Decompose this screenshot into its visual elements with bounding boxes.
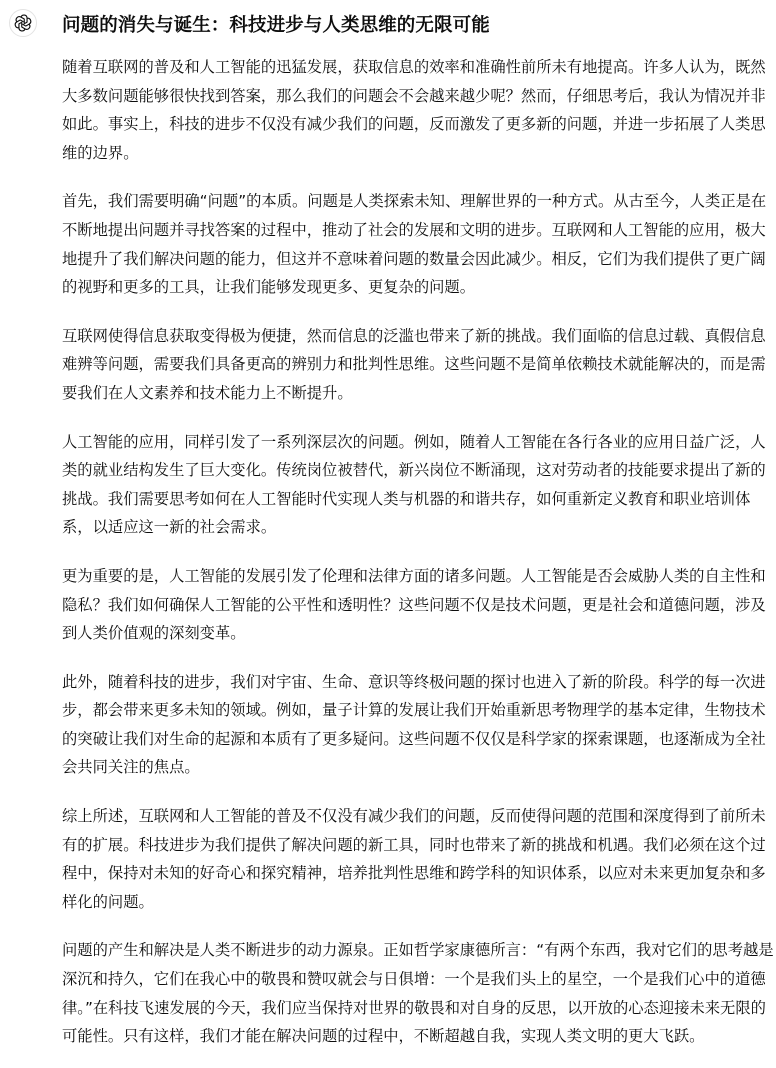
paragraph: 此外，随着科技的进步，我们对宇宙、生命、意识等终极问题的探讨也进入了新的阶段。科学的每一次进步，都会带来更多未知的领域。例如，量子计算的发展让我们开始重新思考物理学的基本定律，生物技术的突破让我们对生命的起源和本质有了更多疑问。这些问题不仅仅是科学家的探索课题，也逐渐成为全社会共同关注的焦点。 [62, 672, 766, 777]
paragraph: 问题的产生和解决是人类不断进步的动力源泉。正如哲学家康德所言：“有两个东西，我对它们的思考越是深沉和持久，它们在我心中的敬畏和赞叹就会与日俱增：一个是我们头上的星空，一个是我们心中的道德律。”在科技飞速发展的今天，我们应当保持对世界的敬畏和对自身的反思，以开放的心态迎接未来无限的可能性。只有这样，我们才能在解决问题的过程中，不断超越自我，实现人类文明的更大飞跃。 [62, 941, 774, 1046]
paragraph: 更为重要的是，人工智能的发展引发了伦理和法律方面的诸多问题。人工智能是否会威胁人类的自主性和隐私？我们如何确保人工智能的公平性和透明性？这些问题不仅是技术问题，更是社会和道德问题，涉及到人类价值观的深刻变革。 [62, 566, 766, 643]
paragraph: 互联网使得信息获取变得极为便捷，然而信息的泛滥也带来了新的挑战。我们面临的信息过载、真假信息难辨等问题，需要我们具备更高的辨别力和批判性思维。这些问题不是简单依赖技术就能解决的，而是需要我们在人文素养和技术能力上不断提升。 [62, 326, 766, 402]
paragraph: 综上所述，互联网和人工智能的普及不仅没有减少我们的问题，反而使得问题的范围和深度得到了前所未有的扩展。科技进步为我们提供了解决问题的新工具，同时也带来了新的挑战和机遇。我们必须在这个过程中，保持对未知的好奇心和探究精神，培养批判性思维和跨学科的知识体系，以应对未来更加复杂和多样化的问题。 [62, 807, 766, 911]
message-content [62, 0, 776, 1051]
response-title: 问题的消失与诞生：科技进步与人类思维的无限可能 [62, 15, 490, 36]
assistant-avatar [9, 9, 37, 37]
paragraph: 首先，我们需要明确“问题”的本质。问题是人类探索未知、理解世界的一种方式。从古至今，人类正是在不断地提出问题并寻找答案的过程中，推动了社会的发展和文明的进步。互联网和人工智能的应用，极大地提升了我们解决问题的能力，但这并不意味着问题的数量会因此减少。相反，它们为我们提供了更广阔的视野和更多的工具，让我们能够发现更多、更复杂的问题。 [62, 192, 767, 297]
paragraph: 人工智能的应用，同样引发了一系列深层次的问题。例如，随着人工智能在各行各业的应用日益广泛，人类的就业结构发生了巨大变化。传统岗位被替代，新兴岗位不断涌现，这对劳动者的技能要求提出了新的挑战。我们需要思考如何在人工智能时代实现人类与机器的和谐共存，如何重新定义教育和职业培训体系，以适应这一新的社会需求。 [62, 432, 766, 537]
openai-logo-icon [14, 14, 32, 32]
paragraph: 随着互联网的普及和人工智能的迅猛发展，获取信息的效率和准确性前所未有地提高。许多人认为，既然大多数问题能够很快找到答案，那么我们的问题会不会越来越少呢？然而，仔细思考后，我认为情况并非如此。事实上，科技的进步不仅没有减少我们的问题，反而激发了更多新的问题，并进一步拓展了人类思维的边界。 [62, 58, 766, 162]
